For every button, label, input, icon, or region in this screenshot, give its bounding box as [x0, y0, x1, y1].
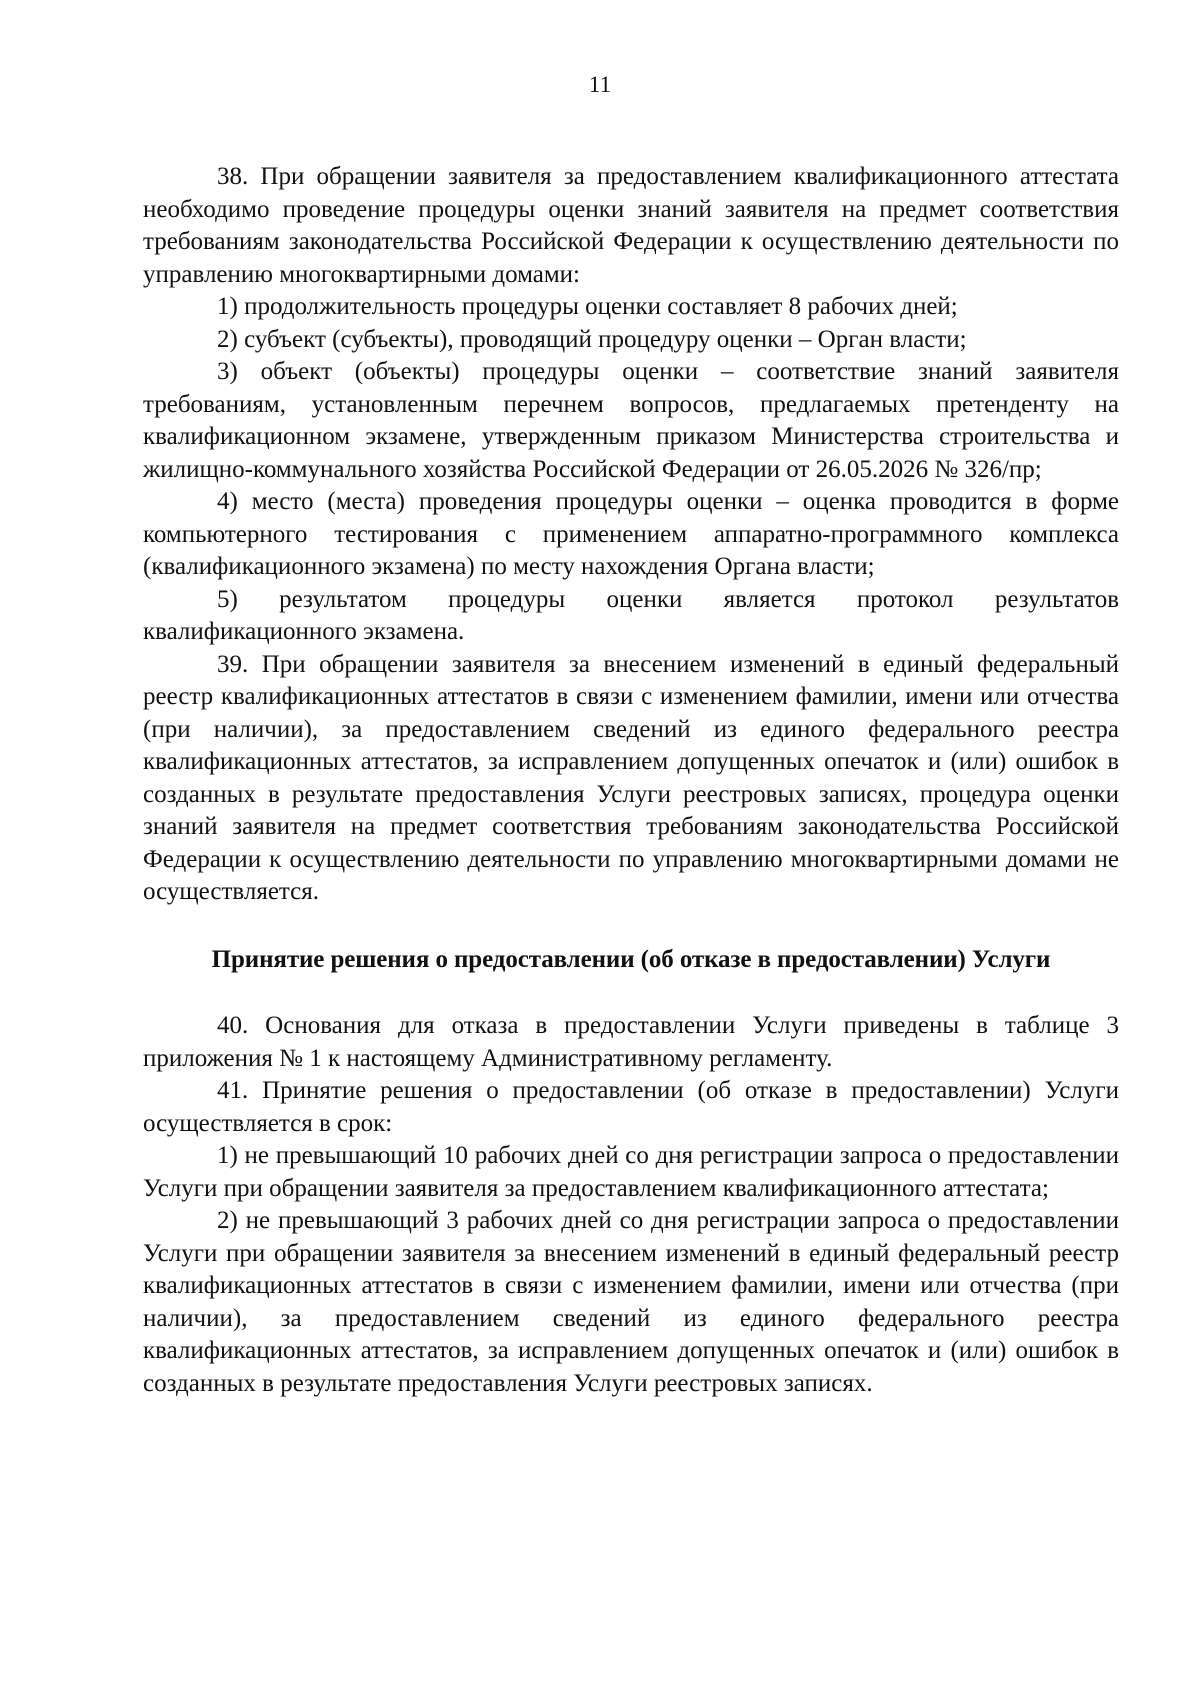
- page-number: 11: [588, 72, 612, 97]
- document-body: [143, 161, 1119, 1400]
- paragraph-41: 41. Принятие решения о предоставлении (об отказе в предоставлении) Услуги осуществляется в срок:: [143, 1077, 1119, 1137]
- paragraph-38-item-5: 5) результатом процедуры оценки является протокол результатов квалификационного экзамена.: [143, 585, 1119, 645]
- paragraph-41-item-2: 2) не превышающий 3 рабочих дней со дня регистрации запроса о предоставлении Услуги при обращении заявителя за внесением изменений в единый федеральный реестр квалификационных аттестатов в связи с изменением фамилии, имени или отчества (при наличии), за предоставлением сведений из единого федерального реестра квалификационных аттестатов, за исправлением допущенных опечаток и (или) ошибок в созданных в результате предоставления Услуги реестровых записях.: [143, 1207, 1119, 1397]
- section-heading: Принятие решения о предоставлении (об отказе в предоставлении) Услуги: [211, 945, 1051, 973]
- paragraph-39: 39. При обращении заявителя за внесением изменений в единый федеральный реестр квалификационных аттестатов в связи с изменением фамилии, имени или отчества (при наличии), за предоставлением сведений из единого федерального реестра квалификационных аттестатов, за исправлением допущенных опечаток и (или) ошибок в созданных в результате предоставления Услуги реестровых записях, процедура оценки знаний заявителя на предмет соответствия требованиям законодательства Российской Федерации к осуществлению деятельности по управлению многоквартирными домами не осуществляется.: [143, 650, 1119, 905]
- paragraph-38-item-2: 2) субъект (субъекты), проводящий процедуру оценки – Орган власти;: [217, 325, 967, 353]
- paragraph-40: 40. Основания для отказа в предоставлении Услуги приведены в таблице 3 приложения № 1 к настоящему Административному регламенту.: [143, 1012, 1119, 1072]
- paragraph-38-item-1: 1) продолжительность процедуры оценки составляет 8 рабочих дней;: [217, 293, 958, 320]
- paragraph-38-item-4: 4) место (места) проведения процедуры оценки – оценка проводится в форме компьютерного тестирования с применением аппаратно-программного комплекса (квалификационного экзамена) по месту нахождения Органа власти;: [143, 488, 1119, 580]
- paragraph-38-item-3: 3) объект (объекты) процедуры оценки – соответствие знаний заявителя требованиям, установленным перечнем вопросов, предлагаемых претенденту на квалификационном экзамене, утвержденным приказом Министерства строительства и жилищно-коммунального хозяйства Российской Федерации от 26.05.2026 № 326/пр;: [143, 358, 1119, 483]
- paragraph-38: 38. При обращении заявителя за предоставлением квалификационного аттестата необходимо проведение процедуры оценки знаний заявителя на предмет соответствия требованиям законодательства Российской Федерации к осуществлению деятельности по управлению многоквартирными домами:: [143, 163, 1119, 288]
- paragraph-41-item-1: 1) не превышающий 10 рабочих дней со дня регистрации запроса о предоставлении Услуги при обращении заявителя за предоставлением квалификационного аттестата;: [143, 1142, 1119, 1202]
